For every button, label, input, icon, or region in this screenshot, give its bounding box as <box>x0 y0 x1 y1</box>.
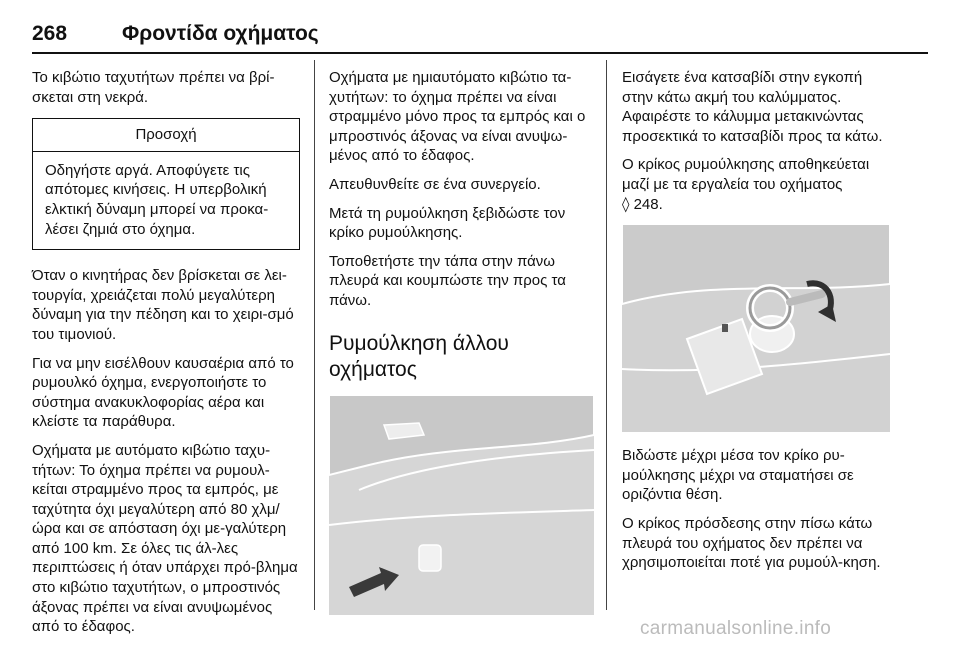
paragraph: Όταν ο κινητήρας δεν βρίσκεται σε λει-τουργία, χρειάζεται πολύ μεγαλύτερη δύναμη για την πέδηση και το χειρι-σμό του τιμονιού. <box>32 267 294 343</box>
paragraph-text: Ο κρίκος ρυμούλκησης αποθηκεύεται μαζί με τα εργαλεία του οχήματος <box>622 156 870 193</box>
rear-bumper-illustration <box>329 395 594 615</box>
paragraph: Για να μην εισέλθουν καυσαέρια από το ρυμουλκό όχημα, ενεργοποιήστε το σύστημα ανακυκλοφορίας αέρα και κλείστε τα παράθυρα. <box>32 354 294 431</box>
column-divider <box>314 60 315 610</box>
paragraph: Οχήματα με αυτόματο κιβώτιο ταχυ-τήτων: Το όχημα πρέπει να ρυμουλ-κείται στραμμένο προς τα εμπρός, με ταχύτητα όχι μεγαλύτερη από 80 χλμ/ώρα και σε απόσταση όχι με-γαλύτερη από 100 km. Σε όλες τις άλ-λες περιπτώσεις ή όταν υπάρχει πρό-βλημα στο κιβώτιο ταχυτήτων, ο μπροστινός άξονας πρέπει να είναι ανυψωμένος από το έδαφος. <box>32 441 298 636</box>
section-heading: Ρυμούλκηση άλλου οχήματος <box>329 331 509 381</box>
page-reference: 248. <box>633 195 663 213</box>
column-middle <box>329 68 594 615</box>
paragraph: Βιδώστε μέχρι μέσα τον κρίκο ρυ-μούλκησης μέχρι να σταματήσει σε οριζόντια θέση. <box>622 447 854 504</box>
warning-heading: Προσοχή <box>33 119 299 152</box>
page-header <box>32 22 928 54</box>
watermark: carmanualsonline.info <box>640 618 832 639</box>
paragraph: Ο κρίκος πρόσδεσης στην πίσω κάτω πλευρά του οχήματος δεν πρέπει να χρησιμοποιείται ποτέ για ρυμούλ-κηση. <box>622 514 881 572</box>
paragraph: Απευθυνθείτε σε ένα συνεργείο. <box>329 175 541 193</box>
tow-eye-illustration <box>622 224 890 432</box>
column-left <box>32 68 300 646</box>
paragraph <box>622 155 890 214</box>
column-right <box>622 68 890 582</box>
paragraph: Τοποθετήστε την τάπα στην πάνω πλευρά και κουμπώστε την προς τα πάνω. <box>329 252 566 309</box>
page-number: 268 <box>32 22 68 45</box>
tow-eye-drawing <box>622 224 890 432</box>
car-rear-drawing <box>329 395 594 615</box>
warning-box <box>32 118 300 250</box>
header-rule <box>32 52 928 54</box>
page-title: Φροντίδα οχήματος <box>122 22 319 45</box>
paragraph: Οχήματα με ημιαυτόματο κιβώτιο τα-χυτήτων: το όχημα πρέπει να είναι στραμμένο μόνο προς τα εμπρός και ο μπροστινός άξονας να είναι ανυψω-μένος από το έδαφος. <box>329 69 586 165</box>
page-reference-icon: ◊ <box>622 194 630 213</box>
tow-cover-shape <box>419 545 441 571</box>
paragraph: Το κιβώτιο ταχυτήτων πρέπει να βρί-σκεται στη νεκρά. <box>32 69 275 106</box>
warning-body: Οδηγήστε αργά. Αποφύγετε τις απότομες κινήσεις. Η υπερβολική ελκτική δύναμη μπορεί να προκα-λέσει ζημιά στο όχημα. <box>45 161 269 238</box>
column-divider <box>606 60 607 610</box>
paragraph: Εισάγετε ένα κατσαβίδι στην εγκοπή στην κάτω ακμή του καλύμματος. Αφαιρέστε το κάλυμμα μετακινώντας προσεκτικά το κατσαβίδι προς τα κάτω. <box>622 69 883 145</box>
paragraph: Μετά τη ρυμούλκηση ξεβιδώστε τον κρίκο ρυμούλκησης. <box>329 204 566 242</box>
